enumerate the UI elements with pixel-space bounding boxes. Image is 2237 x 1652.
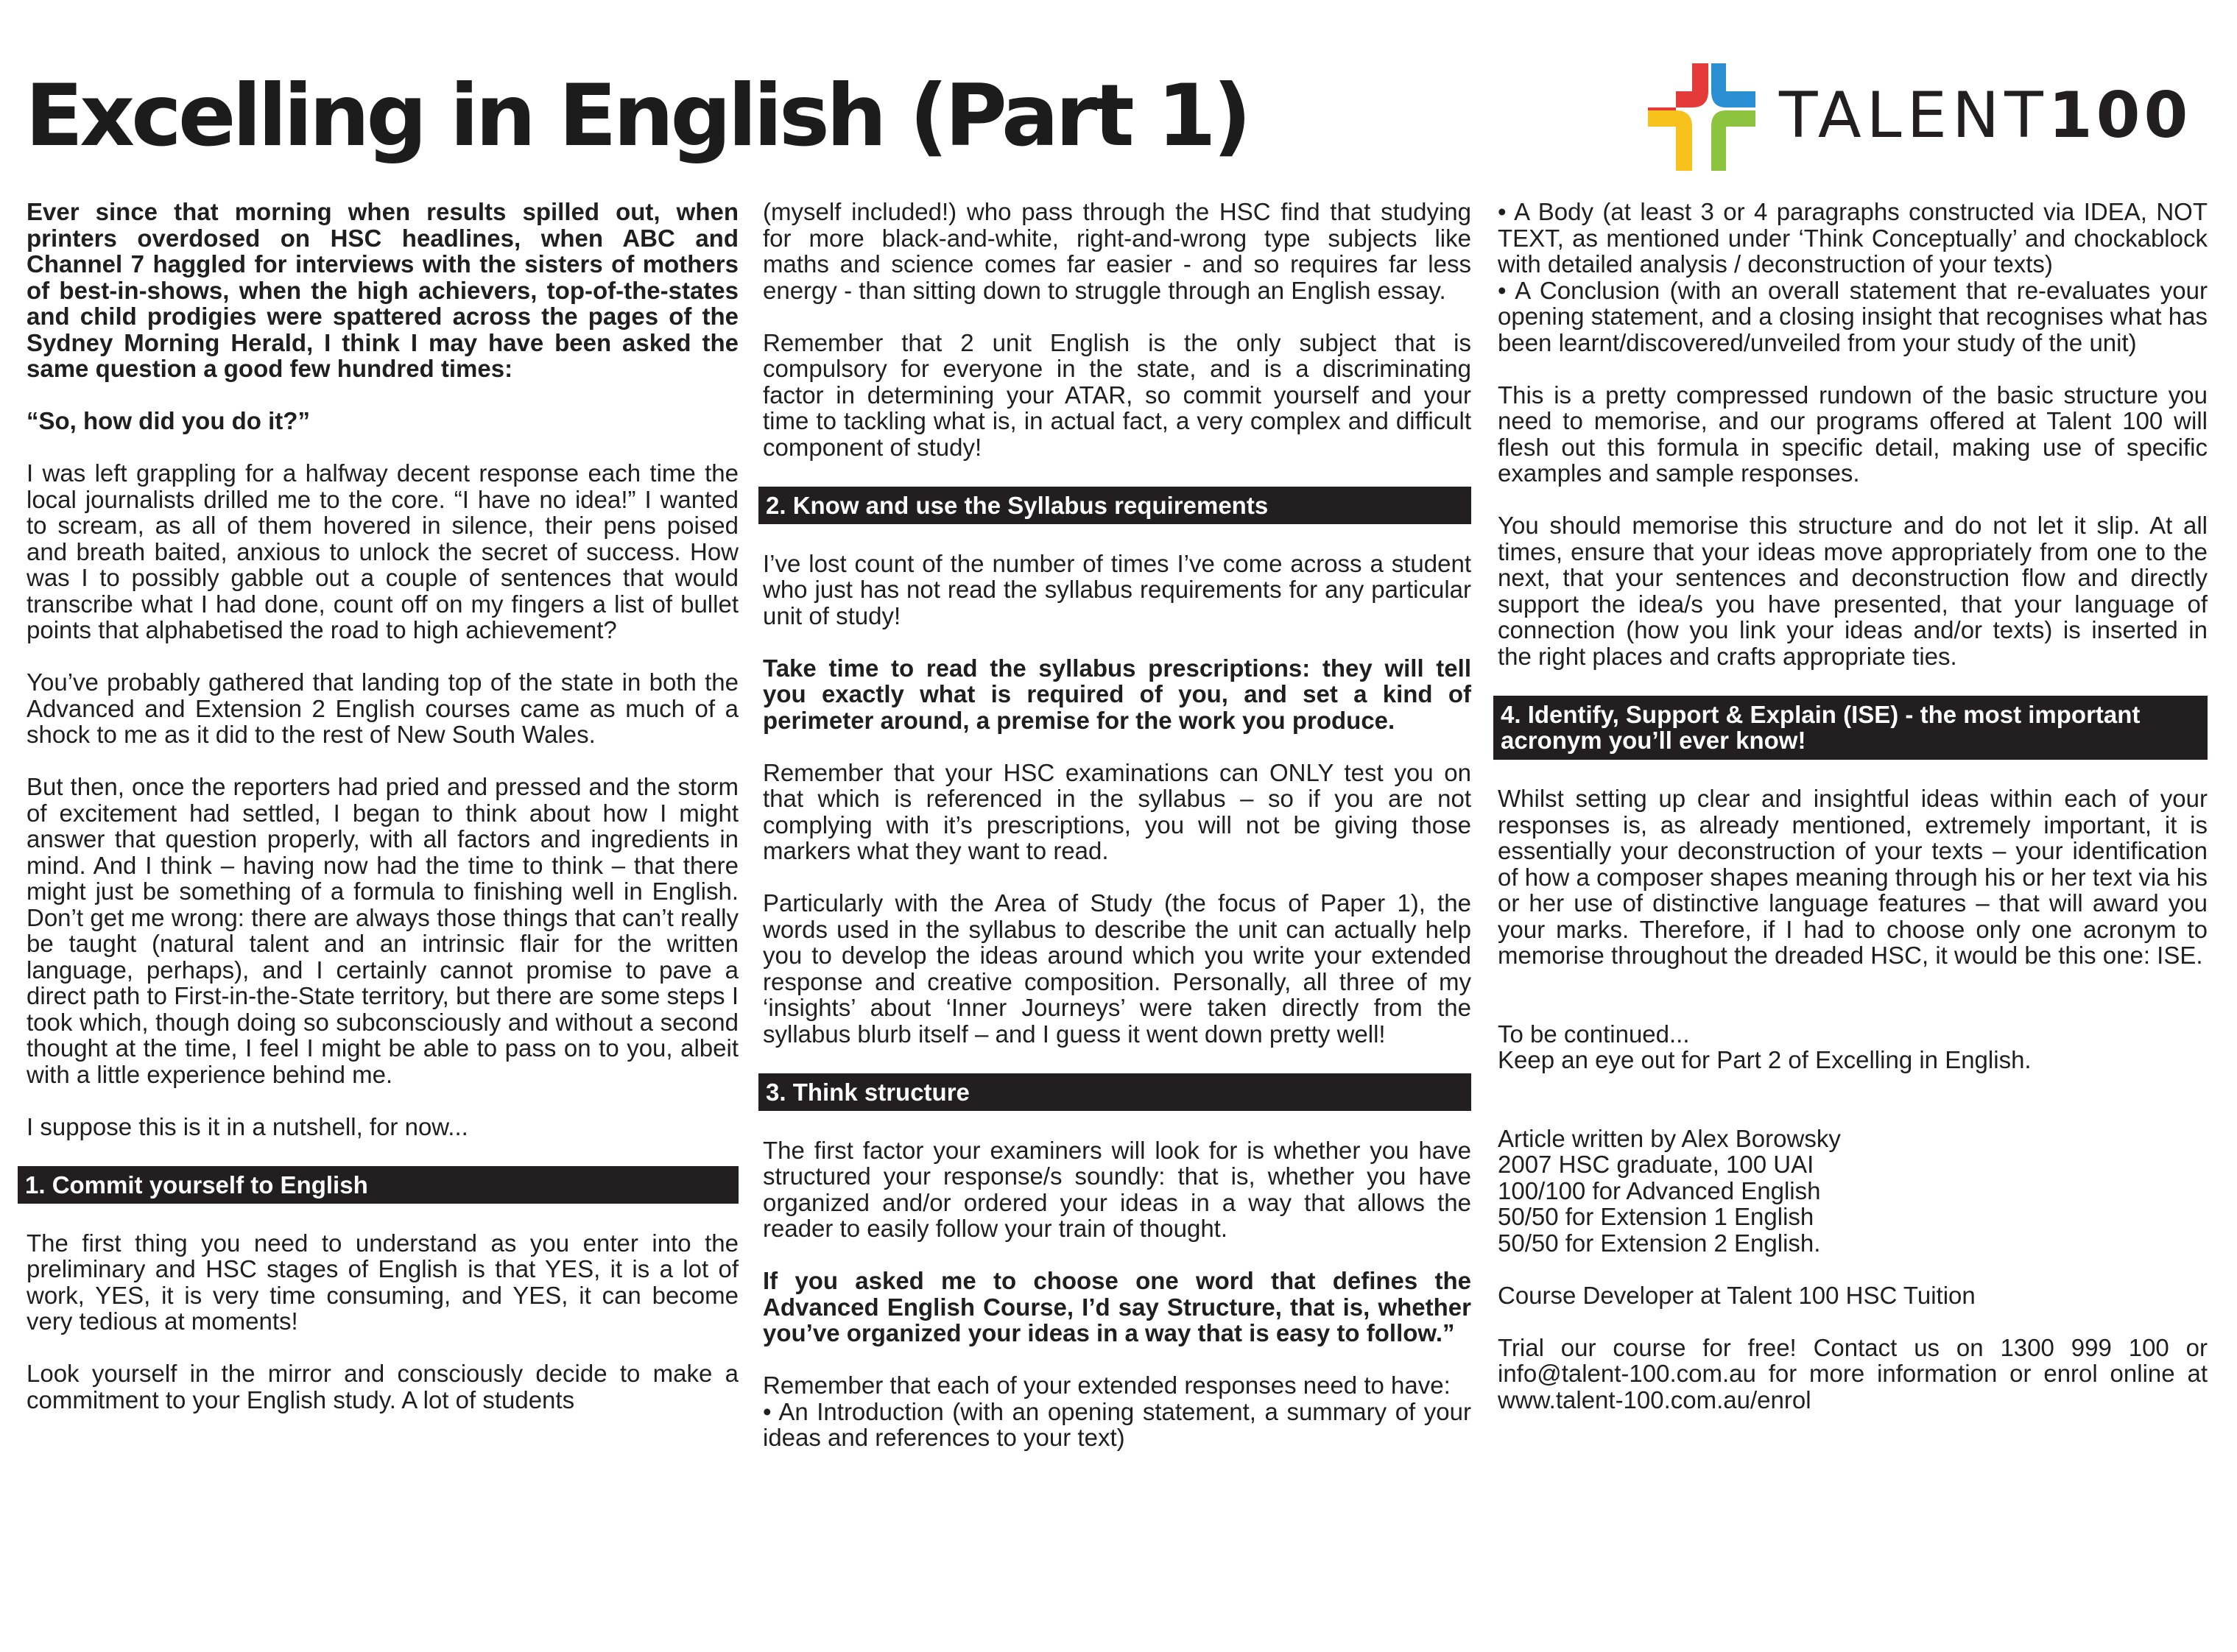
bullet-item: • An Introduction (with an opening statement, a summary of your ideas and references to your text) bbox=[763, 1397, 1471, 1451]
section-heading-3: 3. Think structure bbox=[758, 1073, 1471, 1112]
paragraph: I suppose this is it in a nutshell, for now... bbox=[27, 1112, 468, 1140]
logo-wordmark: TALENT100 bbox=[1779, 79, 2192, 152]
column-1 bbox=[27, 199, 739, 1439]
paragraph: You’ve probably gathered that landing top of the state in both the Advanced and Extension 2 English courses came as much of a shock to me as it did to the rest of New South Wales. bbox=[27, 668, 739, 748]
paragraph: Remember that 2 unit English is the only subject that is compulsory for everyone in the state, and is a discriminating factor in determining your ATAR, so commit yourself and your time to tackling what is, in actual fact, a very complex and difficult component of study! bbox=[763, 328, 1471, 461]
contact-info: Trial our course for free! Contact us on 1300 999 100 or info@talent-100.com.au for more information or enrol online at www.talent-100.com.au/enrol bbox=[1498, 1333, 2208, 1413]
column-2 bbox=[763, 199, 1471, 1477]
continued-note: To be continued... Keep an eye out for Part 2 of Excelling in English. bbox=[1498, 1020, 2032, 1073]
bullet-item: • A Conclusion (with an overall statement that re-evaluates your opening statement, and a closing insight that recognises what has been learnt/discovered/unveiled from your study of the unit) bbox=[1498, 276, 2208, 356]
cross-logo-icon bbox=[1646, 62, 1757, 172]
section-heading-4: 4. Identify, Support & Explain (ISE) - the most important acronym you’ll ever know! bbox=[1493, 696, 2208, 760]
intro-paragraph: Ever since that morning when results spilled out, when printers overdosed on HSC headlines, when ABC and Channel 7 haggled for interviews with the sisters of mothers of best-in-shows, when the high achievers, top-of-the-states and child prodigies were spattered across the pages of the Sydney Morning Herald, I think I may have been asked the same question a good few hundred times: bbox=[27, 198, 739, 382]
paragraph: The first factor your examiners will look for is whether you have structured your response/s soundly: that is, whether you have organized and/or ordered your ideas in a way that allows the reader to easily follow your train of thought. bbox=[763, 1136, 1471, 1242]
paragraph: Particularly with the Area of Study (the focus of Paper 1), the words used in the syllabus to describe the unit can actually help you to develop the ideas around which you write your extended response and creative composition. Personally, all three of my ‘insights’ about ‘Inner Journeys’ were taken directly from the syllabus blurb itself – and I guess it went down pretty well! bbox=[763, 889, 1471, 1048]
quote-question: “So, how did you do it?” bbox=[27, 407, 310, 434]
bullet-item: • A Body (at least 3 or 4 paragraphs constructed via IDEA, NOT TEXT, as mentioned under ‘Think Conceptually’ and chockablock with detailed analysis / deconstruction of your texts) bbox=[1498, 198, 2208, 278]
bold-paragraph: If you asked me to choose one word that defines the Advanced English Course, I’d say Structure, that is, whether you’ve organized your ideas in a way that is easy to follow.” bbox=[763, 1267, 1471, 1346]
talent100-logo bbox=[1646, 62, 2213, 172]
paragraph: You should memorise this structure and do not let it slip. At all times, ensure that your ideas move appropriately from one to the next, that your sentences and deconstruction flow and directly support the idea/s you have presented, that your language of connection (how you link your ideas and/or texts) is inserted in the right places and crafts appropriate ties. bbox=[1498, 512, 2208, 670]
paragraph: I’ve lost count of the number of times I’ve come across a student who just has not read the syllabus requirements for any particular unit of study! bbox=[763, 549, 1471, 629]
author-credits: Article written by Alex Borowsky 2007 HSC graduate, 100 UAI 100/100 for Advanced English 50/50 for Extension 1 English 50/50 for Extension 2 English. bbox=[1498, 1124, 1841, 1257]
paragraph: Remember that each of your extended responses need to have: bbox=[763, 1372, 1451, 1399]
paragraph: The first thing you need to understand as you enter into the preliminary and HSC stages of English is that YES, it is a lot of work, YES, it is very time consuming, and YES, it can become very tedious at moments! bbox=[27, 1229, 739, 1335]
paragraph: Remember that your HSC examinations can ONLY test you on that which is referenced in the syllabus – so if you are not complying with it’s prescriptions, you will not be giving those markers what they want to read. bbox=[763, 758, 1471, 864]
section-heading-2: 2. Know and use the Syllabus requirements bbox=[758, 487, 1471, 525]
paragraph: I was left grappling for a halfway decent response each time the local journalists drilled me to the core. “I have no idea!” I wanted to scream, as all of them hovered in silence, their pens poised and breath baited, anxious to unlock the secret of success. How was I to possibly gabble out a couple of sentences that would transcribe what I had done, count off on my fingers a list of bullet points that alphabetised the road to high achievement? bbox=[27, 459, 739, 643]
article-title: Excelling in English (Part 1) bbox=[25, 66, 1248, 166]
section-heading-1: 1. Commit yourself to English bbox=[18, 1166, 739, 1204]
column-3 bbox=[1498, 199, 2208, 1439]
paragraph: Whilst setting up clear and insightful ideas within each of your responses is, as already mentioned, extremely important, it is essentially your deconstruction of your texts – your identification of how a composer shapes meaning through his or her text via his or her use of distinctive language features – that will award you your marks. Therefore, if I had to choose only one acronym to memorise throughout the dreaded HSC, it would be this one: ISE. bbox=[1498, 785, 2208, 969]
paragraph: But then, once the reporters had pried and pressed and the storm of excitement had settled, I began to think about how I might answer that question properly, with all factors and ingredients in mind. And I think – having now had the time to think – that there might just be something of a formula to finishing well in English. Don’t get me wrong: there are always those things that can’t really be taught (natural talent and an intrinsic flair for the written language, perhaps), and I certainly cannot promise to pave a direct path to First-in-the-State territory, but there are some steps I took which, though doing so subconsciously and without a second thought at the time, I feel I might be able to pass on to you, albeit with a little experience behind me. bbox=[27, 773, 739, 1088]
author-role: Course Developer at Talent 100 HSC Tuition bbox=[1498, 1281, 1976, 1309]
bold-paragraph: Take time to read the syllabus prescriptions: they will tell you exactly what is required of you, and set a kind of perimeter around, a premise for the work you produce. bbox=[763, 654, 1471, 734]
paragraph: (myself included!) who pass through the HSC find that studying for more black-and-white, right-and-wrong type subjects like maths and science comes far easier - and so requires far less energy - than sitting down to struggle through an English essay. bbox=[763, 198, 1471, 304]
paragraph: Look yourself in the mirror and consciously decide to make a commitment to your English study. A lot of students bbox=[27, 1360, 739, 1413]
paragraph: This is a pretty compressed rundown of the basic structure you need to memorise, and our programs offered at Talent 100 will flesh out this formula in specific detail, making use of specific examples and sample responses. bbox=[1498, 381, 2208, 487]
